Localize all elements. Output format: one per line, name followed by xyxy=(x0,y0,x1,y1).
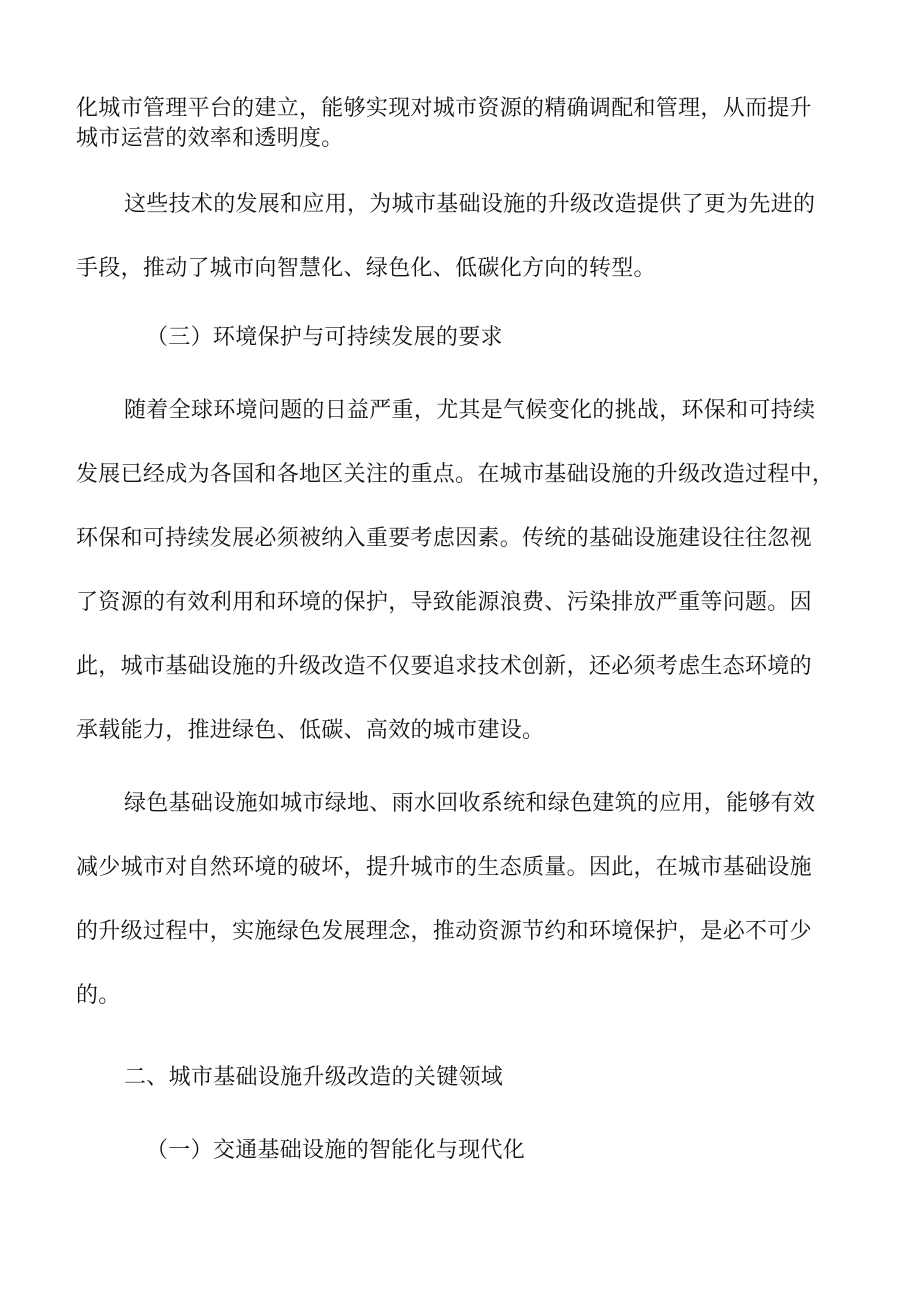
paragraph-line: 发展已经成为各国和各地区关注的重点。在城市基础设施的升级改造过程中， xyxy=(76,462,835,487)
paragraph-line: 绿色基础设施如城市绿地、雨水回收系统和绿色建筑的应用，能够有效 xyxy=(124,791,816,816)
paragraph-line: 减少城市对自然环境的破坏，提升城市的生态质量。因此，在城市基础设施 xyxy=(76,855,812,880)
section-heading: （三）环境保护与可持续发展的要求 xyxy=(146,325,503,350)
paragraph-line: 环保和可持续发展必须被纳入重要考虑因素。传统的基础设施建设往往忽视 xyxy=(76,526,812,551)
paragraph-line: 的。 xyxy=(76,983,121,1008)
paragraph-line: 这些技术的发展和应用，为城市基础设施的升级改造提供了更为先进的 xyxy=(124,192,816,217)
section-heading: （一）交通基础设施的智能化与现代化 xyxy=(146,1138,526,1163)
paragraph-line: 随着全球环境问题的日益严重，尤其是气候变化的挑战，环保和可持续 xyxy=(124,398,816,423)
paragraph-line: 了资源的有效利用和环境的保护，导致能源浪费、污染排放严重等问题。因 xyxy=(76,590,812,615)
paragraph-line: 化城市管理平台的建立，能够实现对城市资源的精确调配和管理，从而提升 xyxy=(76,96,812,121)
paragraph-line: 的升级过程中，实施绿色发展理念，推动资源节约和环境保护，是必不可少 xyxy=(76,919,812,944)
paragraph-line: 城市运营的效率和透明度。 xyxy=(76,126,344,151)
paragraph-line: 手段，推动了城市向智慧化、绿色化、低碳化方向的转型。 xyxy=(76,256,656,281)
paragraph-line: 此，城市基础设施的升级改造不仅要追求技术创新，还必须考虑生态环境的 xyxy=(76,654,812,679)
paragraph-line: 承载能力，推进绿色、低碳、高效的城市建设。 xyxy=(76,718,545,743)
chapter-heading: 二、城市基础设施升级改造的关键领域 xyxy=(124,1065,504,1090)
